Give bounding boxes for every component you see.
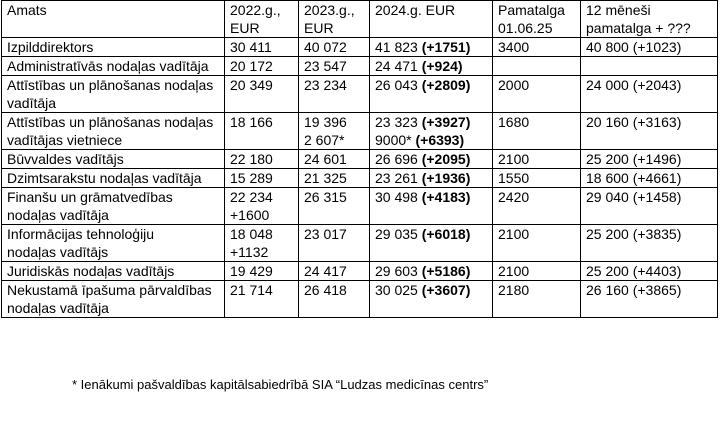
salary-2024-cell: [370, 38, 493, 57]
base-salary-cell: 1680: [493, 113, 581, 150]
salary-2024-increase: (+2095): [421, 151, 471, 167]
salary-2022-cell-line: 20 349: [230, 77, 273, 93]
salary-2024-value: 30 498: [375, 189, 418, 205]
salary-2022-cell: [225, 57, 299, 76]
salary-2024-line: [375, 38, 492, 56]
salary-2024-value: 29 603: [375, 263, 418, 279]
salary-2024-cell: [370, 188, 493, 225]
base-salary-cell: 2100: [493, 262, 581, 281]
salary-2024-line: [375, 76, 492, 94]
salary-2024-value: 23 261: [375, 170, 418, 186]
salary-2024-value: 26 696: [375, 151, 418, 167]
salary-2022-cell-line: +1600: [230, 207, 270, 223]
position-cell-line: Informācijas tehnoloģiju: [7, 226, 155, 242]
position-cell-line: Administratīvās nodaļas vadītāja: [7, 58, 209, 74]
base-salary-cell: 2100: [493, 150, 581, 169]
salary-2023-cell-line: 21 325: [304, 170, 347, 186]
salary-2024-cell: [370, 169, 493, 188]
salary-2023-cell: [299, 76, 370, 113]
salary-2024-cell: [370, 262, 493, 281]
salary-2023-cell-line: 24 417: [304, 263, 347, 279]
table-row: [2, 113, 718, 150]
base-salary-cell: 1550: [493, 169, 581, 188]
salary-2023-cell: [299, 188, 370, 225]
salary-2024-increase: (+3607): [421, 282, 471, 298]
table-row: [2, 262, 718, 281]
salary-2022-cell-line: 22 180: [230, 151, 273, 167]
position-cell-line: nodaļas vadītāja: [7, 207, 109, 223]
annual-salary-cell: 20 160 (+3163): [581, 113, 718, 150]
position-cell: [2, 188, 225, 225]
position-cell-line: nodaļas vadītāja: [7, 300, 109, 316]
position-cell: [2, 225, 225, 262]
salary-2024-cell: [370, 225, 493, 262]
salary-2022-cell-line: 30 411: [230, 39, 272, 55]
salary-2023-cell-line: 23 234: [304, 77, 347, 93]
salary-2024-increase: (+6018): [421, 226, 471, 242]
salary-2022-cell-line: 18 166: [230, 114, 273, 130]
salary-2024-value: 23 323: [375, 114, 418, 130]
position-cell-line: Izpilddirektors: [7, 39, 94, 55]
table-row: [2, 169, 718, 188]
header-position: [2, 1, 225, 38]
table-row: [2, 225, 718, 262]
table-row: [2, 188, 718, 225]
position-cell-line: Finanšu un grāmatvedības: [7, 189, 173, 205]
table-row: [2, 57, 718, 76]
header-line: 2023.g.,: [304, 2, 355, 18]
header-line: Pamatalga: [498, 2, 565, 18]
salary-2023-cell-line: 24 601: [304, 151, 347, 167]
annual-salary-cell: 24 000 (+2043): [581, 76, 718, 113]
salary-2022-cell: [225, 38, 299, 57]
base-salary-cell: 2420: [493, 188, 581, 225]
salary-2024-value: 30 025: [375, 282, 418, 298]
salary-2024-increase: (+1936): [421, 170, 471, 186]
annual-salary-cell: 25 200 (+1496): [581, 150, 718, 169]
salary-2022-cell: [225, 150, 299, 169]
annual-salary-cell: 26 160 (+3865): [581, 281, 718, 318]
salary-2024-line: [375, 281, 492, 299]
position-cell-line: Dzimtsarakstu nodaļas vadītāja: [7, 170, 202, 186]
position-cell: [2, 281, 225, 318]
position-cell-line: vadītāja: [7, 95, 57, 111]
salary-2024-value: 41 823: [375, 39, 418, 55]
salary-2022-cell: [225, 225, 299, 262]
salary-2024-cell: [370, 281, 493, 318]
salary-2024-line: [375, 150, 492, 168]
salary-2024-line: [375, 169, 492, 187]
header-line: 2022.g.,: [230, 2, 281, 18]
salary-2024-line: [375, 113, 492, 131]
base-salary-cell: [493, 57, 581, 76]
table-row: [2, 76, 718, 113]
salary-2023-cell: [299, 225, 370, 262]
salary-2022-cell: [225, 188, 299, 225]
header-line: pamatalga + ???: [586, 20, 691, 36]
salary-2023-cell: [299, 38, 370, 57]
salary-2023-cell-line: 40 072: [304, 39, 347, 55]
header-line: EUR: [304, 20, 334, 36]
header-line: 12 mēneši: [586, 2, 651, 18]
salary-2024-increase: (+5186): [421, 263, 471, 279]
salary-2022-cell-line: 18 048: [230, 226, 273, 242]
salary-2023-cell-line: 23 547: [304, 58, 347, 74]
salary-2022-cell-line: 22 234: [230, 189, 273, 205]
base-salary-cell: 2180: [493, 281, 581, 318]
annual-salary-cell: 25 200 (+3835): [581, 225, 718, 262]
header-2022: [225, 1, 299, 38]
salary-2024-line: [375, 225, 492, 243]
base-salary-cell: 3400: [493, 38, 581, 57]
position-cell-line: Juridiskās nodaļas vadītājs: [7, 263, 175, 279]
salary-2024-line: [375, 131, 492, 149]
position-cell-line: vadītājas vietniece: [7, 132, 123, 148]
table-row: [2, 281, 718, 318]
table-body: [2, 38, 718, 318]
table-row: [2, 150, 718, 169]
salary-2024-line: [375, 262, 492, 280]
base-salary-cell: 2000: [493, 76, 581, 113]
salary-2024-increase: (+3927): [421, 114, 471, 130]
salary-2024-cell: [370, 57, 493, 76]
salary-2022-cell: [225, 169, 299, 188]
header-2024: [370, 1, 493, 38]
salary-2024-increase: (+924): [421, 58, 463, 74]
position-cell: [2, 38, 225, 57]
salary-2022-cell-line: 19 429: [230, 263, 273, 279]
table-row: [2, 38, 718, 57]
salary-2023-cell-line: 19 396: [304, 114, 347, 130]
salary-2022-cell: [225, 113, 299, 150]
salary-2024-increase: (+2809): [421, 77, 471, 93]
position-cell-line: Nekustamā īpašuma pārvaldības: [7, 282, 212, 298]
salary-2023-cell: [299, 262, 370, 281]
salary-table: [1, 0, 718, 318]
annual-salary-cell: 40 800 (+1023): [581, 38, 718, 57]
salary-2024-line: [375, 57, 492, 75]
header-annual: [581, 1, 718, 38]
position-cell: [2, 57, 225, 76]
salary-2023-cell-line: 26 418: [304, 282, 347, 298]
salary-2024-cell: [370, 76, 493, 113]
salary-2022-cell-line: 15 289: [230, 170, 273, 186]
salary-2024-value: 24 471: [375, 58, 418, 74]
salary-2023-cell-line: 2 607*: [304, 132, 345, 148]
salary-2023-cell-line: 26 315: [304, 189, 347, 205]
salary-2023-cell: [299, 150, 370, 169]
annual-salary-cell: [581, 57, 718, 76]
annual-salary-cell: 29 040 (+1458): [581, 188, 718, 225]
header-line: 01.06.25: [498, 20, 553, 36]
position-cell: [2, 262, 225, 281]
position-cell-line: Būvvaldes vadītājs: [7, 151, 124, 167]
salary-2022-cell: [225, 281, 299, 318]
salary-2024-increase: (+6393): [415, 132, 465, 148]
salary-2024-value: 26 043: [375, 77, 418, 93]
salary-2023-cell: [299, 113, 370, 150]
salary-2023-cell: [299, 281, 370, 318]
header-row: [2, 1, 718, 38]
salary-2024-cell: [370, 150, 493, 169]
table-header: [2, 1, 718, 38]
footnote: * Ienākumi pašvaldības kapitālsabiedrībā SIA “Ludzas medicīnas centrs”: [72, 377, 489, 392]
salary-2024-value: 29 035: [375, 226, 418, 242]
position-cell-line: nodaļas vadītājs: [7, 244, 109, 260]
salary-2024-increase: (+1751): [421, 39, 471, 55]
salary-2023-cell: [299, 57, 370, 76]
position-cell: [2, 150, 225, 169]
salary-2023-cell: [299, 169, 370, 188]
position-cell: [2, 76, 225, 113]
salary-2024-cell: [370, 113, 493, 150]
salary-2024-line: [375, 188, 492, 206]
salary-2023-cell-line: 23 017: [304, 226, 347, 242]
salary-2024-value: 9000*: [375, 132, 412, 148]
salary-2022-cell-line: +1132: [230, 244, 269, 260]
header-line: 2024.g. EUR: [375, 2, 456, 18]
position-cell-line: Attīstības un plānošanas nodaļas: [7, 77, 214, 93]
salary-2022-cell-line: 21 714: [230, 282, 273, 298]
salary-2022-cell: [225, 76, 299, 113]
salary-2022-cell-line: 20 172: [230, 58, 273, 74]
header-line: EUR: [230, 20, 260, 36]
position-cell-line: Attīstības un plānošanas nodaļas: [7, 114, 214, 130]
position-cell: [2, 113, 225, 150]
salary-2022-cell: [225, 262, 299, 281]
header-2023: [299, 1, 370, 38]
position-cell: [2, 169, 225, 188]
header-line: Amats: [7, 2, 47, 18]
header-base-salary: [493, 1, 581, 38]
base-salary-cell: 2100: [493, 225, 581, 262]
salary-2024-increase: (+4183): [421, 189, 471, 205]
annual-salary-cell: 18 600 (+4661): [581, 169, 718, 188]
annual-salary-cell: 25 200 (+4403): [581, 262, 718, 281]
